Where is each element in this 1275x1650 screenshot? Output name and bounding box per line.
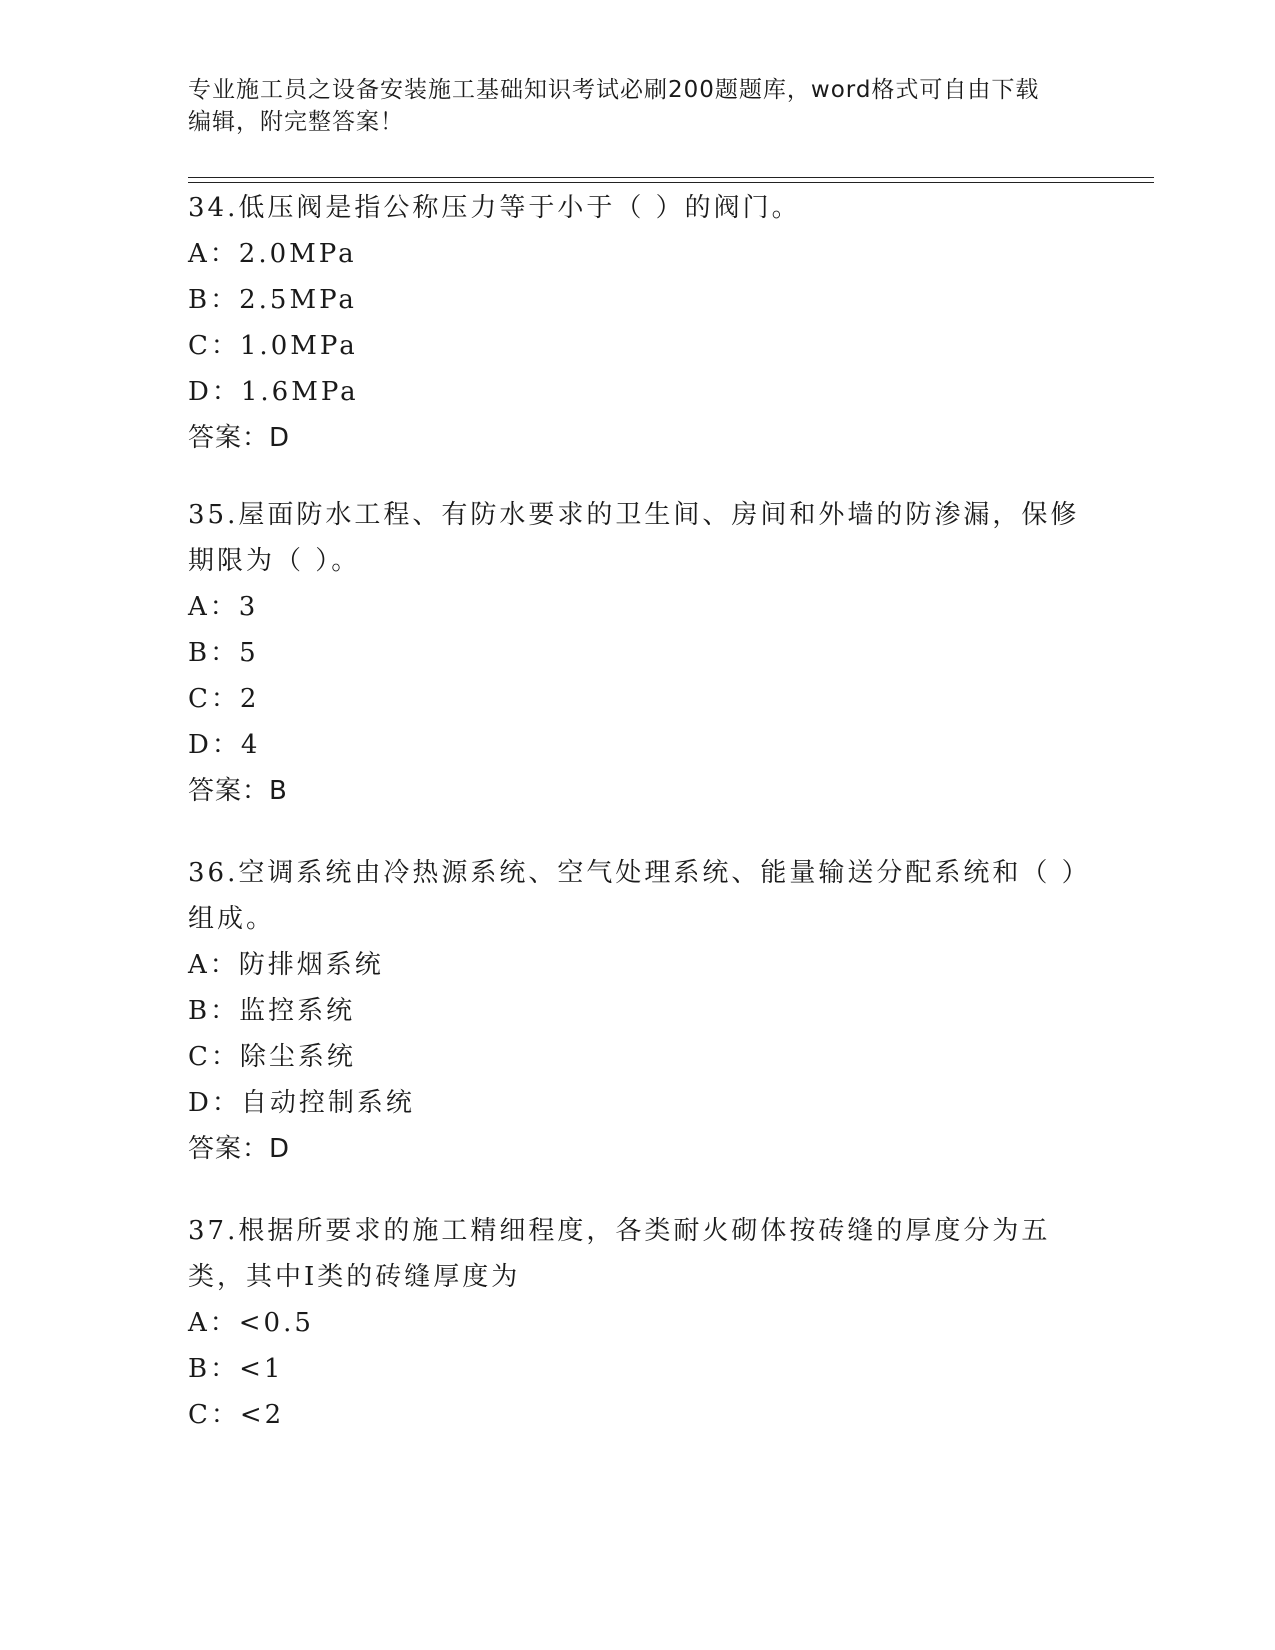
option-d: D：自动控制系统 <box>188 1088 415 1118</box>
answer-label: 答案：B <box>188 776 288 806</box>
document-header <box>188 74 1088 138</box>
header-title-line-1: 专业施工员之设备安装施工基础知识考试必刷200题题库，word格式可自由下载 <box>188 77 1040 103</box>
question-35 <box>188 492 1088 814</box>
header-divider-top <box>188 177 1154 178</box>
option-a: A：防排烟系统 <box>188 950 384 980</box>
option-b: B：监控系统 <box>188 996 356 1026</box>
option-c: C：2 <box>188 684 260 714</box>
header-title-line-2: 编辑，附完整答案！ <box>188 109 404 135</box>
option-b: B：<1 <box>188 1354 284 1384</box>
answer-label: 答案：D <box>188 1134 291 1164</box>
question-37 <box>188 1208 1088 1438</box>
option-d: D：1.6MPa <box>188 377 359 407</box>
option-d: D：4 <box>188 730 261 760</box>
question-stem: 34.低压阀是指公称压力等于小于（ ）的阀门。 <box>188 193 801 223</box>
option-a: A：2.0MPa <box>188 239 357 269</box>
option-a: A：<0.5 <box>188 1308 314 1338</box>
question-stem: 36.空调系统由冷热源系统、空气处理系统、能量输送分配系统和（ ）组成。 <box>188 858 1078 934</box>
question-stem: 37.根据所要求的施工精细程度，各类耐火砌体按砖缝的厚度分为五类，其中Ⅰ类的砖缝厚度为 <box>188 1216 1051 1292</box>
question-stem: 35.屋面防水工程、有防水要求的卫生间、房间和外墙的防渗漏，保修期限为（ ）。 <box>188 500 1080 576</box>
question-36 <box>188 850 1088 1172</box>
option-b: B：2.5MPa <box>188 285 357 315</box>
question-34 <box>188 185 1088 461</box>
answer-label: 答案：D <box>188 423 291 453</box>
option-c: C：除尘系统 <box>188 1042 356 1072</box>
header-divider-bottom <box>188 182 1154 183</box>
option-b: B：5 <box>188 638 259 668</box>
option-c: C：<2 <box>188 1400 285 1430</box>
option-c: C：1.0MPa <box>188 331 358 361</box>
option-a: A：3 <box>188 592 259 622</box>
